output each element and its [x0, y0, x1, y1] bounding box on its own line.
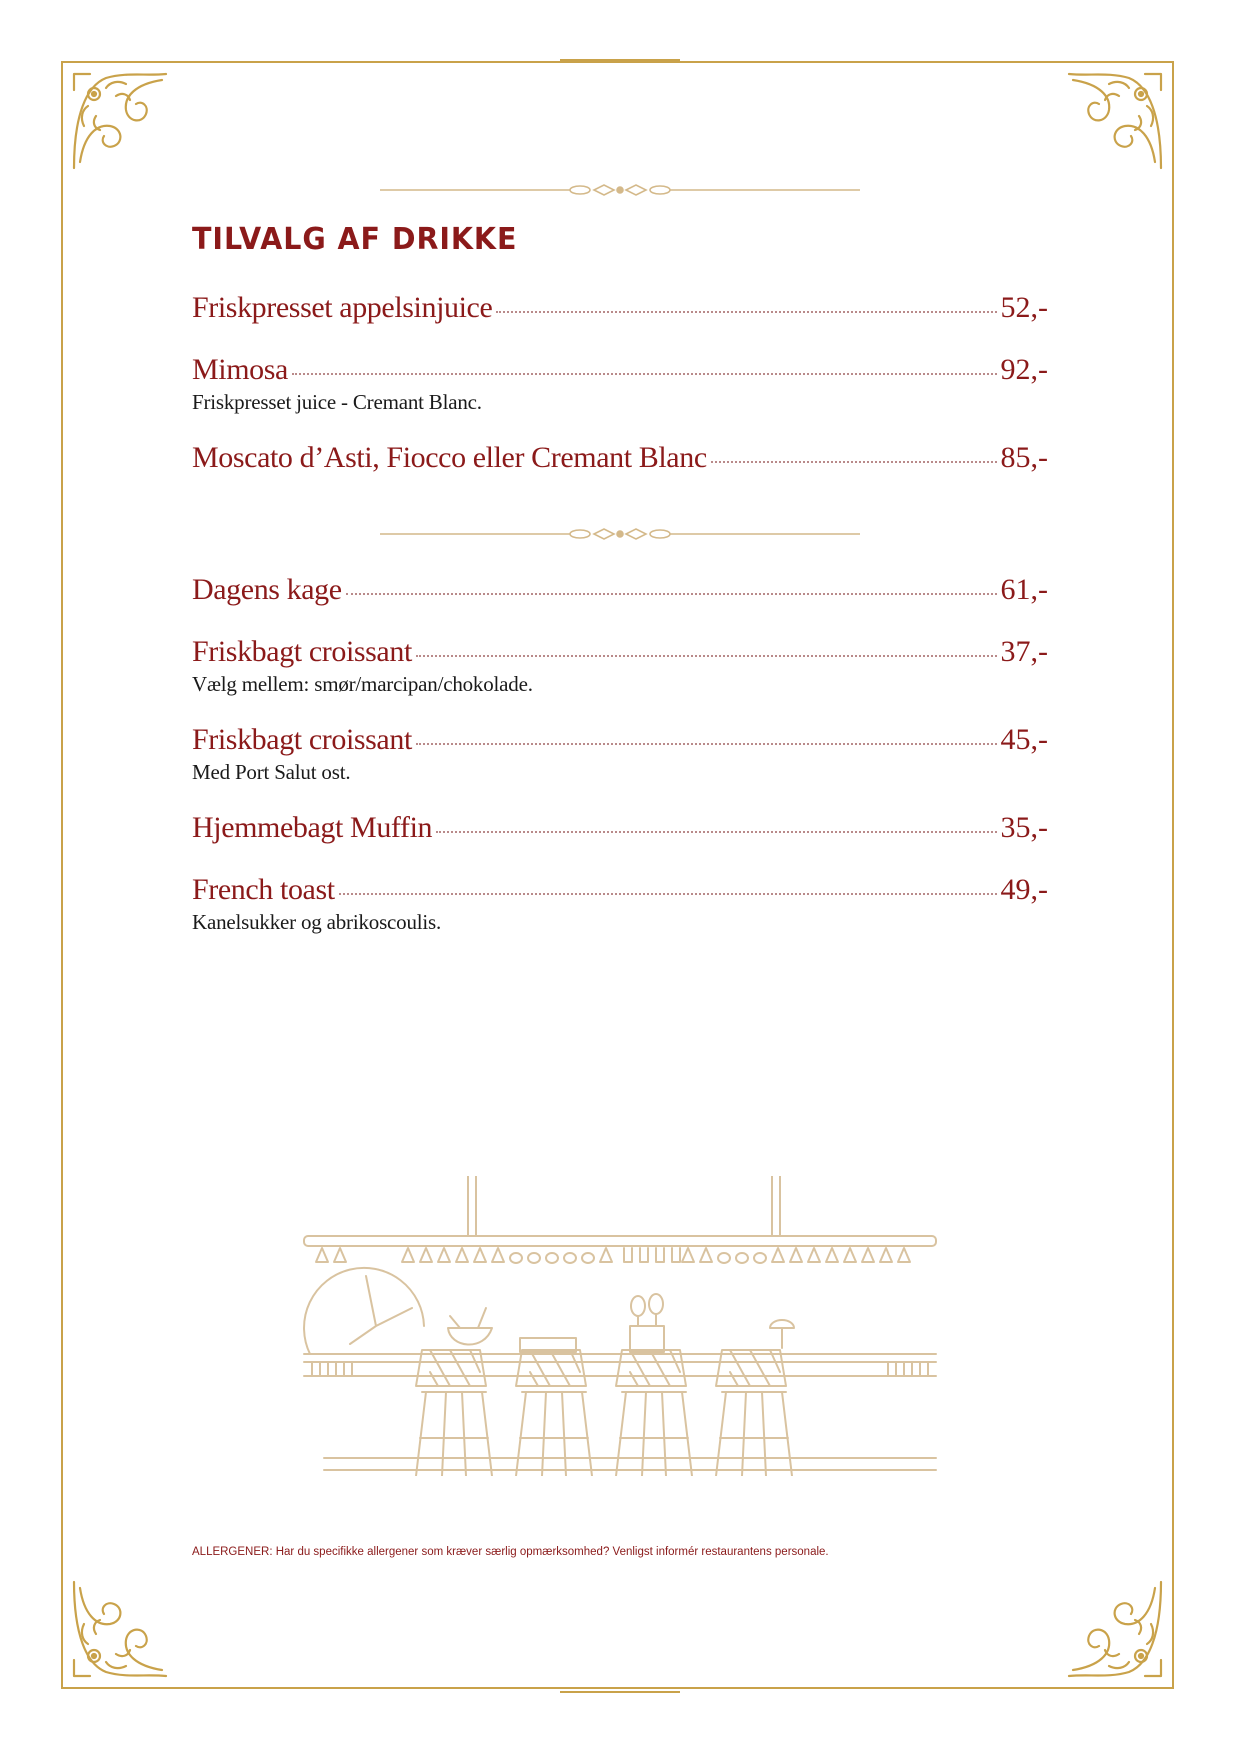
allergen-note: ALLERGENER: Har du specifikke allergener som kræver særlig opmærksomhed? Venligst informér restaurantens personale.	[192, 1546, 829, 1558]
dot-leader	[292, 373, 997, 375]
menu-item	[192, 634, 1048, 697]
item-name: Friskbagt croissant	[192, 723, 412, 756]
ornate-corner-icon	[66, 1574, 176, 1684]
item-price: 61,-	[1000, 573, 1048, 606]
menu-item	[192, 572, 1048, 608]
item-description: Med Port Salut ost.	[192, 760, 351, 784]
bottom-edge-ornament	[560, 1691, 680, 1693]
item-description: Vælg mellem: smør/marcipan/chokolade.	[192, 672, 533, 696]
item-price: 35,-	[1000, 811, 1048, 844]
menu-item	[192, 810, 1048, 846]
section-title: TILVALG AF DRIKKE	[192, 222, 518, 257]
item-name: Friskpresset appelsinjuice	[192, 291, 493, 324]
item-name: Dagens kage	[192, 573, 342, 606]
ornate-corner-icon	[1059, 66, 1169, 176]
ornate-corner-icon	[66, 66, 176, 176]
item-price: 92,-	[1000, 353, 1048, 386]
ornamental-divider-icon	[380, 182, 860, 198]
ornamental-divider-icon	[380, 526, 860, 542]
dot-leader	[436, 831, 996, 833]
item-price: 37,-	[1000, 635, 1048, 668]
dot-leader	[346, 593, 997, 595]
item-price: 85,-	[1000, 441, 1048, 474]
menu-item	[192, 440, 1048, 476]
item-price: 45,-	[1000, 723, 1048, 756]
dot-leader	[416, 655, 997, 657]
item-name: French toast	[192, 873, 335, 906]
dot-leader	[496, 311, 996, 313]
menu-item	[192, 872, 1048, 935]
menu-item	[192, 352, 1048, 415]
dot-leader	[416, 743, 997, 745]
item-name: Friskbagt croissant	[192, 635, 412, 668]
item-name: Mimosa	[192, 353, 288, 386]
item-description: Kanelsukker og abrikoscoulis.	[192, 910, 442, 934]
dot-leader	[711, 461, 997, 463]
item-name: Hjemmebagt Muffin	[192, 811, 433, 844]
item-description: Friskpresset juice - Cremant Blanc.	[192, 390, 482, 414]
menu-item	[192, 722, 1048, 785]
item-name: Moscato d’Asti, Fiocco eller Cremant Blanc	[192, 441, 707, 474]
item-price: 52,-	[1000, 291, 1048, 324]
item-price: 49,-	[1000, 873, 1048, 906]
bar-counter-illustration	[300, 1176, 940, 1476]
dot-leader	[339, 893, 997, 895]
top-edge-ornament	[560, 59, 680, 61]
menu-item	[192, 290, 1048, 326]
ornate-corner-icon	[1059, 1574, 1169, 1684]
